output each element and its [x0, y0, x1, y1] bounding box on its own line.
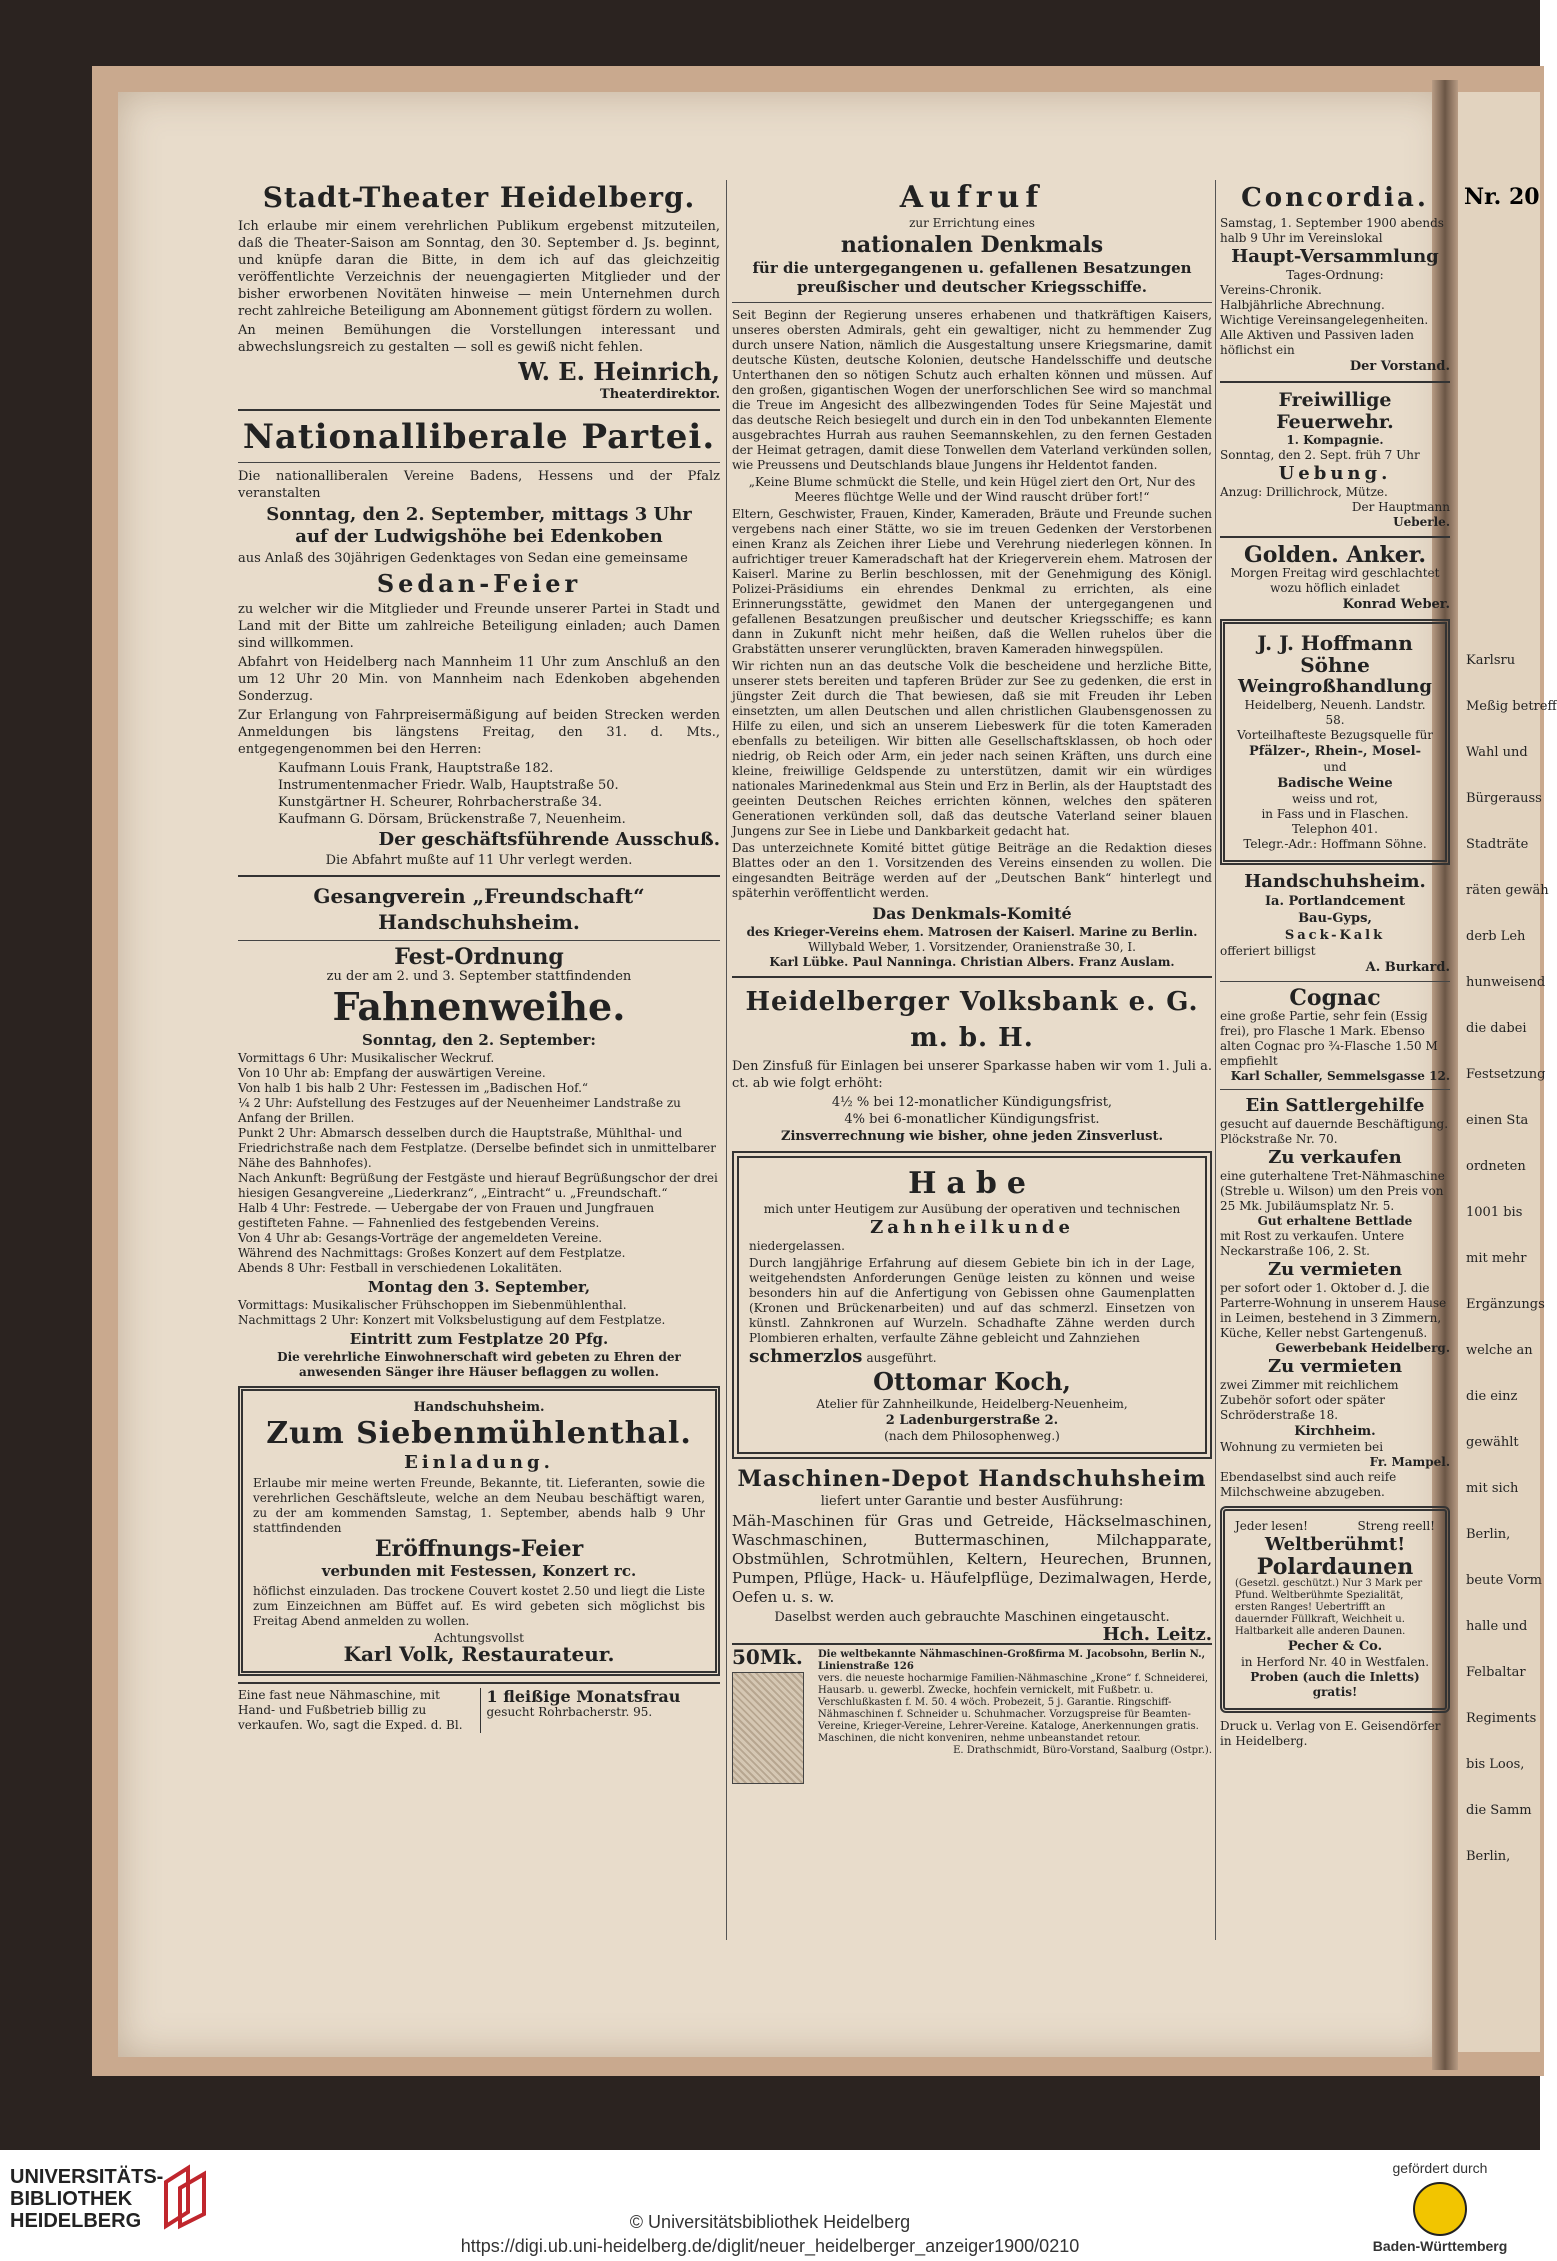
hoffmann-telephone: Telephon 401.: [1291, 822, 1378, 836]
adjacent-page-line: bis Loos,: [1466, 1757, 1525, 1772]
party-contact: Instrumentenmacher Friedr. Walb, Hauptstraße 50.: [278, 778, 619, 793]
imprint: Druck u. Verlag von E. Geisendörfer in Heidelberg.: [1220, 1719, 1441, 1748]
sewing-machine-ad: Eine fast neue Nähmaschine, mit Hand- und Fußbetrieb billig zu verkaufen. Wo, sagt die Exped. d. Bl.: [238, 1688, 463, 1732]
bank-rate: 4½ % bei 12-monatlicher Kündigungsfrist,: [831, 1095, 1113, 1110]
koch-habe: Habe: [908, 1166, 1036, 1201]
burkard-line: Sack-Kalk: [1284, 928, 1386, 943]
burkard-title: Handschuhsheim.: [1244, 871, 1426, 892]
volk-place: Handschuhsheim.: [413, 1400, 545, 1415]
cognac-signature: Karl Schaller, Semmelsgasse 12.: [1230, 1069, 1450, 1083]
adjacent-page-line: Meßig betreff: [1466, 699, 1557, 714]
burkard-line: offeriert billigst: [1220, 944, 1316, 958]
program-item: Vormittags 6 Uhr: Musikalischer Weckruf.: [238, 1051, 495, 1065]
adjacent-page-line: Karlsru: [1466, 653, 1516, 668]
hoffmann-packaging: in Fass und in Flaschen.: [1261, 807, 1409, 821]
program-item: Von halb 1 bis halb 2 Uhr: Festessen im „Badischen Hof.“: [238, 1081, 589, 1095]
kirchheim-signature: Fr. Mampel.: [1369, 1455, 1450, 1469]
agenda-item: Halbjährliche Abrechnung.: [1220, 298, 1385, 312]
fire-brigade-title: Freiwillige Feuerwehr.: [1276, 389, 1394, 433]
bed-title: Gut erhaltene Bettlade: [1257, 1214, 1413, 1228]
sale-title: Zu verkaufen: [1268, 1147, 1402, 1168]
program-item: Nach Ankunft: Begrüßung der Festgäste und hierauf Begrüßungschor der drei hiesigen Gesangvereine „Liederkranz“, „Eintracht“ u. „Freundschaft.“: [238, 1171, 718, 1200]
theater-signature: W. E. Heinrich,: [518, 357, 720, 386]
concordia-title: Concordia.: [1241, 183, 1429, 213]
party-intro: Die nationalliberalen Vereine Badens, Hessens und der Pfalz veranstalten: [238, 469, 720, 501]
sang-entry: Eintritt zum Festplatze 20 Pfg.: [349, 1330, 609, 1348]
rent-text-2: zwei Zimmer mit reichlichem Zubehör sofort oder später Schröderstraße 18.: [1220, 1378, 1399, 1422]
polar-title: Weltberühmt!: [1264, 1534, 1406, 1555]
theater-role: Theaterdirektor.: [600, 387, 720, 402]
hoffmann-baden: Badische Weine: [1277, 776, 1393, 791]
sale-text: eine guterhaltene Tret-Nähmaschine (Streble u. Wilson) um den Preis von 25 Mk. Jubiläumsplatz Nr. 5.: [1220, 1169, 1445, 1213]
aufruf-signature-2: des Krieger-Vereins ehem. Matrosen der Kaiserl. Marine zu Berlin.: [746, 925, 1198, 939]
adjacent-page-line: Berlin,: [1466, 1849, 1511, 1864]
adjacent-page-line: 1001 bis: [1466, 1205, 1523, 1220]
cleaner-ad-text: gesucht Rohrbacherstr. 95.: [486, 1705, 653, 1719]
volk-ad-box: [238, 1386, 720, 1676]
rent-signature: Gewerbebank Heidelberg.: [1275, 1341, 1450, 1355]
divider: [1220, 981, 1450, 982]
bank-rate: 4% bei 6-monatlicher Kündigungsfrist.: [844, 1112, 1100, 1127]
logo-line: BIBLIOTHEK: [10, 2188, 133, 2210]
rent-title-2: Zu vermieten: [1267, 1356, 1403, 1377]
machine-depot-title: Maschinen-Depot Handschuhsheim: [737, 1466, 1207, 1492]
sang-day-2: Montag den 3. September,: [367, 1278, 591, 1296]
program-item: Halb 4 Uhr: Festrede. — Uebergabe der von Frauen und Jungfrauen gestifteten Fahne. — Fahnenlied des festgebenden Vereins.: [238, 1201, 655, 1230]
party-text: zu welcher wir die Mitglieder und Freunde unserer Partei in Stadt und Land mit der Bitte um zahlreiche Beteiligung einladen; auch Damen sind willkommen.: [238, 602, 720, 651]
machine-depot-text-2: Daselbst werden auch gebrauchte Maschinen eingetauscht.: [774, 1610, 1170, 1625]
column-right: [1220, 180, 1450, 1749]
aufruf-headline: nationalen Denkmals: [840, 232, 1104, 258]
column-left: [238, 180, 720, 1733]
sang-subtitle: Fest-Ordnung: [394, 944, 564, 970]
aufruf-text-2: Eltern, Geschwister, Frauen, Kinder, Kameraden, Bräute und Freunde suchen vergebens nach einer Stätte, wo sie im treuen Gedenken der Verstorbenen einen Kranz als Zeichen ihrer Liebe und Verehrung niederlegen können. In aufrichtiger treuer Kameradschaft hat der Kriegerverein ehem. Matrosen der Kaiserl. Marine zu Berlin beschlossen, mit der Genehmigung des Königl. Polizei-Präsidiums ein ehrendes Denkmal zu errichten, als eine Erinnerungsstätte, gewidmet den Manen der untergegangenen und gefallenen Besatzungen preußischer und deutscher Kriegsschiffe; es kann dann in Zukunft nicht mehr heißen, daß die Wellen ruhelos über die Grabstätten unserer verunglückten, braven Kameraden hinwegspülen.: [732, 507, 1212, 656]
volk-text-2: höflichst einzuladen. Das trockene Couvert kostet 2.50 und liegt die Liste zum Einzeichnen am Büffet auf. Es wird gebeten sich möglichst bis Freitag Abend anmelden zu wollen.: [253, 1584, 705, 1628]
adjacent-page-line: Regiments: [1466, 1711, 1537, 1726]
adjacent-page-line: die einz: [1466, 1389, 1518, 1404]
party-contact: Kunstgärtner H. Scheurer, Rohrbacherstraße 34.: [278, 795, 603, 810]
sang-day-1: Sonntag, den 2. September:: [362, 1031, 596, 1049]
burkard-line: Ia. Portlandcement: [1264, 894, 1406, 909]
anker-title: Golden. Anker.: [1243, 542, 1427, 568]
koch-address-2: (nach dem Philosophenweg.): [884, 1429, 1060, 1443]
machine-depot-text: Mäh-Maschinen für Gras und Getreide, Häckselmaschinen, Waschmaschinen, Buttermaschinen, Milchapparate, Obstmühlen, Schrotmühlen, Keltern, Heurechen, Brunnen, Pumpen, Pflüge, Hack- u. Häufelpflüge, Dezimalwagen, Herde, Oefen u. s. w.: [732, 1512, 1212, 1606]
divider: [1220, 381, 1450, 383]
koch-painless-2: ausgeführt.: [866, 1351, 937, 1365]
aufruf-subtitle: zur Errichtung eines: [909, 216, 1035, 230]
theater-text: Ich erlaube mir einem verehrlichen Publikum ergebenst mitzuteilen, daß die Theater-Saison am Sonntag, den 30. September d. Js. beginnt, und knüpfe daran die Bitte, in dem ich auf das gleichzeitig veröffentlichte Verzeichnis der neuengagierten Mitglieder und der bisher erworbenen Novitäten hinweise — mein Unternehmen durch recht zahlreiche Beteiligung am Abonnement gütigst fördern zu wollen.: [238, 219, 720, 319]
sponsor-block: [1350, 2160, 1530, 2254]
adjacent-page-line: gewählt: [1466, 1435, 1519, 1450]
machine-depot-signature: Hch. Leitz.: [1102, 1624, 1212, 1645]
adjacent-page-line: mit mehr: [1466, 1251, 1527, 1266]
program-item: Punkt 2 Uhr: Abmarsch desselben durch die Hauptstraße, Mühlthal- und Friedrichstraße nach dem Festplatze. (Derselbe befindet sich in unmittelbarer Nähe des Bahnhofes).: [238, 1126, 717, 1170]
koch-text-2: niedergelassen.: [749, 1239, 845, 1253]
hoffmann-ad-box: [1220, 619, 1450, 865]
adjacent-page-line: Ergänzungs: [1466, 1297, 1545, 1312]
party-contact: Kaufmann Louis Frank, Hauptstraße 182.: [278, 761, 554, 776]
program-item: Vormittags: Musikalischer Frühschoppen im Siebenmühlenthal.: [238, 1298, 627, 1312]
divider: [238, 409, 720, 411]
polar-company: Pecher & Co.: [1287, 1639, 1383, 1654]
adjacent-page-line: hunweisend: [1466, 975, 1546, 990]
polar-honest: Streng reell!: [1357, 1519, 1435, 1533]
fire-brigade-signature: Der Hauptmann: [1351, 500, 1450, 514]
column-middle: [732, 180, 1212, 1784]
party-title: Nationalliberale Partei.: [242, 417, 716, 457]
bank-text: Den Zinsfuß für Einlagen bei unserer Sparkasse haben wir vom 1. Juli a. ct. ab wie folgt erhöht:: [732, 1059, 1212, 1091]
aufruf-signature-3: Willybald Weber, 1. Vorsitzender, Oranienstraße 30, I.: [808, 940, 1136, 954]
hoffmann-subtitle: Weingroßhandlung: [1238, 676, 1432, 697]
aufruf-text-4: Das unterzeichnete Komité bittet gütige Beiträge an die Redaktion dieses Blattes oder an den 1. Vorsitzenden des Vereins einsenden zu wollen. Die eingesandten Beiträge werden auf der „Deutschen Bank“ hinterlegt und späterhin veröffentlicht werden.: [732, 841, 1212, 900]
aufruf-signature: Das Denkmals-Komité: [872, 904, 1072, 923]
concordia-signature: Der Vorstand.: [1349, 359, 1450, 374]
logo-line: HEIDELBERG: [10, 2210, 142, 2232]
program-item: Nachmittags 2 Uhr: Konzert mit Volksbelustigung auf dem Festplatze.: [238, 1313, 666, 1327]
machine-depot-subtitle: liefert unter Garantie und bester Ausführung:: [820, 1494, 1124, 1509]
adjacent-page-line: welche an: [1466, 1343, 1533, 1358]
hoffmann-text: Vorteilhafteste Bezugsquelle für: [1236, 728, 1434, 742]
theater-title: Stadt-Theater Heidelberg.: [262, 181, 696, 214]
sang-close: Die verehrliche Einwohnerschaft wird gebeten zu Ehren der anwesenden Sänger ihre Häuser beflaggen zu wollen.: [277, 1350, 681, 1379]
bank-title: Heidelberger Volksbank e. G. m. b. H.: [745, 987, 1199, 1053]
volk-event: Eröffnungs-Feier: [374, 1536, 584, 1562]
divider: [732, 976, 1212, 978]
fire-brigade-date: Sonntag, den 2. Sept. früh 7 Uhr: [1220, 448, 1420, 462]
party-text-3: Zur Erlangung von Fahrpreisermäßigung auf beiden Strecken werden Anmeldungen bis längstens Freitag, den 31. d. Mts., entgegengenommen bei den Herren:: [238, 708, 720, 757]
divider: [238, 462, 720, 463]
koch-name: Ottomar Koch,: [873, 1367, 1071, 1396]
koch-atelier: Atelier für Zahnheilkunde, Heidelberg-Neuenheim,: [816, 1397, 1128, 1411]
hoffmann-wines: Pfälzer-, Rhein-, Mosel-: [1248, 744, 1422, 759]
program-item: ¼ 2 Uhr: Aufstellung des Festzuges auf der Neuenheimer Landstraße zu Anfang der Brillen.: [238, 1096, 681, 1125]
agenda-item: Vereins-Chronik.: [1220, 283, 1322, 297]
koch-address: 2 Ladenburgerstraße 2.: [885, 1413, 1059, 1428]
party-place: auf der Ludwigshöhe bei Edenkoben: [295, 526, 663, 547]
agenda-item: Wichtige Vereinsangelegenheiten.: [1220, 313, 1429, 327]
hoffmann-address: Heidelberg, Neuenh. Landstr. 58.: [1244, 698, 1426, 727]
adjacent-page-line: halle und: [1466, 1619, 1528, 1634]
hoffmann-title: J. J. Hoffmann Söhne: [1257, 631, 1413, 677]
polar-read: Jeder lesen!: [1235, 1519, 1308, 1533]
adjacent-page-line: Bürgerauss: [1466, 791, 1542, 806]
party-note: Die Abfahrt mußte auf 11 Uhr verlegt werden.: [325, 853, 633, 868]
kirchheim-title: Kirchheim.: [1294, 1424, 1376, 1439]
adjacent-page-line: die Samm: [1466, 1803, 1532, 1818]
rent-title: Zu vermieten: [1267, 1259, 1403, 1280]
sewing-machine-illustration: [732, 1672, 804, 1784]
divider: [238, 940, 720, 941]
cognac-text: eine große Partie, sehr fein (Essig frei), pro Flasche 1 Mark. Ebenso alten Cognac pro ¾-Flasche 1.50 M empfiehlt: [1220, 1009, 1438, 1068]
kirchheim-text: Wohnung zu vermieten bei: [1220, 1440, 1384, 1454]
volk-signature: Karl Volk, Restaurateur.: [343, 1642, 615, 1666]
hoffmann-telegraph: Telegr.-Adr.: Hoffmann Söhne.: [1243, 837, 1427, 851]
party-contact: Kaufmann G. Dörsam, Brückenstraße 7, Neuenheim.: [278, 812, 626, 827]
logo-line: UNIVERSITÄTS-: [10, 2166, 164, 2188]
fire-brigade-dress: Anzug: Drillichrock, Mütze.: [1220, 485, 1388, 499]
copyright-line: © Universitätsbibliothek Heidelberg: [629, 2212, 911, 2232]
divider: [1220, 1089, 1450, 1090]
program-item: Während des Nachmittags: Großes Konzert auf dem Festplatze.: [238, 1246, 626, 1260]
polar-headline: Polardaunen: [1256, 1554, 1414, 1580]
adjacent-page-line: mit sich: [1466, 1481, 1519, 1496]
adjacent-page-line: ordneten: [1466, 1159, 1526, 1174]
bank-note: Zinsverrechnung wie bisher, ohne jeden Zinsverlust.: [780, 1129, 1164, 1144]
adjacent-page-line: beute Vorm: [1466, 1573, 1543, 1588]
jacobsohn-title: Die weltbekannte Nähmaschinen-Großfirma M. Jacobsohn, Berlin N., Linienstraße 126: [818, 1649, 1206, 1672]
divider: [238, 875, 720, 877]
party-date: Sonntag, den 2. September, mittags 3 Uhr: [266, 504, 692, 525]
fire-brigade-event: Uebung.: [1278, 463, 1392, 484]
party-event: Sedan-Feier: [376, 569, 582, 598]
koch-text-3: Durch langjährige Erfahrung auf diesem Gebiete bin ich in der Lage, weitgehendsten Anforderungen Genüge leisten zu können und weise besonders hin auf die Anfertigung von Gebissen ohne Gaumenplatten (Kronen und Brückenarbeiten) und auf das schmerzl. Einsetzen von künstl. Zahnkronen auf Wurzeln. Schadhafte Zähne werden durch Plombieren erhalten, verfaulte Zähne gebleicht und Zahnziehen: [749, 1256, 1195, 1345]
burkard-line: Bau-Gyps,: [1298, 911, 1372, 926]
sang-subtitle-2: zu der am 2. und 3. September stattfindenden: [326, 969, 632, 984]
aufruf-title: Aufruf: [899, 180, 1045, 215]
adjacent-page: [1458, 92, 1557, 2052]
source-url[interactable]: https://digi.ub.uni-heidelberg.de/diglit/neuer_heidelberger_anzeiger1900/0210: [460, 2236, 1080, 2256]
aufruf-text: Seit Beginn der Regierung unseres erhabenen und thatkräftigen Kaisers, unseres obersten Admirals, geht ein gewaltiger, nicht zu hemmender Zug durch unsere Nation, nämlich die Ausgestaltung unsere Kriegsmarine, damit deutsche Küsten, deutsche Kolonien, deutsche Handelsschiffe und deutsche Unterthanen den so nötigen Schutz auch erhalten können und müssen. Auf den großen, gigantischen Wogen der unerforschlichen See wird so manchmal die Treue im Angesicht des allbezwingenden Todes für Seine Majestät und das deutsche Reich besiegelt und durch ein in den Tod unbekannten Elemente ausgebrachtes Hurrah aus rauhen Seemannskehlen, zu den fernen Gestaden der Heimat getragen, damit diese Tonwellen dem Vaterland verkünden sollen, wie Preussens und Deutschlands blaue Jungens ihr Heldentot fanden.: [732, 308, 1212, 472]
sponsor-label: gefördert durch: [1392, 2160, 1488, 2176]
jacobsohn-dealer: E. Drathschmidt, Büro-Vorstand, Saalburg (Ostpr.).: [953, 1745, 1212, 1756]
fire-brigade-company: 1. Kompagnie.: [1286, 433, 1384, 447]
jacobsohn-price: 50Mk.: [732, 1645, 803, 1669]
adjacent-page-line: Felbaltar: [1466, 1665, 1526, 1680]
state-name: Baden-Württemberg: [1372, 2238, 1508, 2254]
volk-invitation: Einladung.: [404, 1452, 554, 1473]
agenda-item: Alle Aktiven und Passiven laden höflichst ein: [1220, 328, 1415, 357]
burkard-signature: A. Burkard.: [1365, 960, 1450, 975]
adjacent-page-line: räten gewäh: [1466, 883, 1549, 898]
cleaner-ad-title: 1 fleißige Monatsfrau: [486, 1687, 681, 1706]
adjacent-page-line: einen Sta: [1466, 1113, 1529, 1128]
rent-text: per sofort oder 1. Oktober d. J. die Parterre-Wohnung in unserem Hause in Leimen, bestehend in 3 Zimmern, Küche, Keller nebst Gartengenuß.: [1220, 1281, 1447, 1340]
koch-painless: schmerzlos: [749, 1346, 863, 1367]
aufruf-signature-4: Karl Lübke. Paul Nanninga. Christian Albers. Franz Auslam.: [769, 955, 1175, 969]
cognac-title: Cognac: [1289, 985, 1381, 1011]
divider: [1220, 536, 1450, 538]
hoffmann-and: und: [1323, 760, 1347, 774]
anker-signature: Konrad Weber.: [1342, 597, 1450, 612]
party-text-2: Abfahrt von Heidelberg nach Mannheim 11 Uhr zum Anschluß an den um 12 Uhr 20 Min. von Mannheim nach Edenkoben abgehenden Sonderzug.: [238, 655, 720, 704]
concordia-agenda: Tages-Ordnung:: [1286, 268, 1384, 282]
party-signature: Der geschäftsführende Ausschuß.: [378, 829, 720, 850]
aufruf-text-3: Wir richten nun an das deutsche Volk die bescheidene und herzliche Bitte, unserer stets bereiten und tapferen Brüder zur See zu gedenken, die erst in jüngster Zeit durch die That bewiesen, daß sie mit Freuden ihr Leben einsetzten, um allen Deutschen und allen christlichen Glaubensgenossen zu Hilfe zu eilen, und sich an unserem Liebeswerk für die toten Kameraden ebenfalls zu beteiligen. Wir bitten alle Gesellschaftsklassen, ob hoch oder niedrig, ob Reich oder Arm, ein jeder nach seinen Kräften, uns durch eine kleine, freiwillige Geldspende zu unterstützen, damit wir ein würdiges nationales Marinedenkmal aus Stein und Erz in Berlin, als der Hauptstadt des geeinten Deutschen Reiches errichten können, welches den späteren Generationen verkünden soll, daß das deutsche Vaterland seiner blauen Jungens zur See in Liebe und Dankbarkeit gedacht hat.: [732, 659, 1212, 838]
aufruf-subtitle-2: für die untergegangenen u. gefallenen Besatzungen preußischer und deutscher Kriegsschiffe.: [752, 259, 1192, 296]
column-rule: [726, 180, 727, 1940]
party-occasion: aus Anlaß des 30jährigen Gedenktages von Sedan eine gemeinsame: [238, 551, 688, 566]
divider: [732, 302, 1212, 303]
program-item: Von 10 Uhr ab: Empfang der auswärtigen Vereine.: [238, 1066, 546, 1080]
kirchheim-text-2: Ebendaselbst sind auch reife Milchschweine abzugeben.: [1220, 1470, 1397, 1499]
polardaunen-ad-box: [1220, 1506, 1450, 1713]
program-item: Von 4 Uhr ab: Gesangs-Vorträge der angemeldeten Vereine.: [238, 1231, 603, 1245]
anker-text: Morgen Freitag wird geschlachtet wozu höflich einladet: [1230, 566, 1440, 595]
volk-event-2: verbunden mit Festessen, Konzert rc.: [321, 1562, 637, 1580]
adjacent-page-line: Berlin,: [1466, 1527, 1511, 1542]
volk-text: Erlaube mir meine werten Freunde, Bekannte, tit. Lieferanten, sowie die verehrlichen Geschäftsleute, welche an dem Neubau beschäftigt waren, zu der am kommenden Samstag, 1. September, abends halb 9 Uhr stattfindenden: [253, 1476, 705, 1535]
adjacent-page-number: Nr. 20: [1464, 184, 1540, 210]
program-item: Abends 8 Uhr: Festball in verschiedenen Lokalitäten.: [238, 1261, 563, 1275]
koch-ad-box: [732, 1151, 1212, 1459]
aufruf-quote: „Keine Blume schmückt die Stelle, und kein Hügel ziert den Ort, Nur des Meeres flüchtge Welle und der Wind rauscht drüber fort!“: [748, 475, 1196, 504]
adjacent-page-line: Festsetzung: [1466, 1067, 1546, 1082]
bed-text: mit Rost zu verkaufen. Untere Neckarstraße 106, 2. St.: [1220, 1229, 1405, 1258]
adjacent-page-line: Stadträte: [1466, 837, 1529, 852]
polar-note: Proben (auch die Inletts) gratis!: [1250, 1670, 1420, 1699]
volk-title: Zum Siebenmühlenthal.: [266, 1416, 692, 1451]
hoffmann-colors: weiss und rot,: [1292, 792, 1378, 806]
jacobsohn-text: vers. die neueste hocharmige Familien-Nähmaschine „Krone“ f. Schneiderei, Hausarb. u. gewerbl. Zwecke, hochfein vernickelt, mit Fußbetr. u. Verschlußkasten f. M. 50. 4 wöch. Probezeit, 5 j. Garantie. Ringschiff-Nähmaschinen f. Schneider u. Schuhmacher. Vorzugspreise für Beamten-Vereine, Krieger-Vereine, Lehrer-Vereine. Kataloge, Anerkennungen gratis. Maschinen, die nicht konveniren, nehme unbeanstandet retour.: [818, 1673, 1209, 1744]
saddler-text: gesucht auf dauernde Beschäftigung. Plöckstraße Nr. 70.: [1220, 1117, 1449, 1146]
fire-brigade-signature-2: Ueberle.: [1393, 515, 1450, 529]
adjacent-page-line: Wahl und: [1466, 745, 1528, 760]
sang-title: Gesangverein „Freundschaft“ Handschuhsheim.: [313, 884, 645, 934]
adjacent-page-line: derb Leh: [1466, 929, 1526, 944]
volk-regards: Achtungsvollst: [434, 1631, 524, 1645]
column-rule: [1215, 180, 1216, 1940]
polar-city: in Herford Nr. 40 in Westfalen.: [1240, 1655, 1430, 1669]
koch-text: mich unter Heutigem zur Ausübung der operativen und technischen: [763, 1202, 1181, 1216]
sang-headline: Fahnenweihe.: [332, 984, 626, 1029]
state-coat-of-arms-icon: [1413, 2182, 1467, 2236]
concordia-event: Haupt-Versammlung: [1231, 246, 1439, 267]
adjacent-page-line: die dabei: [1466, 1021, 1527, 1036]
theater-text-2: An meinen Bemühungen die Vorstellungen interessant und abwechslungsreich zu gestalten — soll es gewiß nicht fehlen.: [238, 323, 720, 355]
saddler-title: Ein Sattlergehilfe: [1245, 1095, 1425, 1116]
concordia-date: Samstag, 1. September 1900 abends halb 9 Uhr im Vereinslokal: [1220, 216, 1444, 245]
polar-text: (Gesetzl. geschützt.) Nur 3 Mark per Pfund. Weltberühmte Spezialität, ersten Ranges! Uebertrifft an dauernder Füllkraft, Weichheit u. Haltbarkeit alle anderen Daunen.: [1235, 1578, 1423, 1637]
koch-service: Zahnheilkunde: [870, 1217, 1074, 1238]
